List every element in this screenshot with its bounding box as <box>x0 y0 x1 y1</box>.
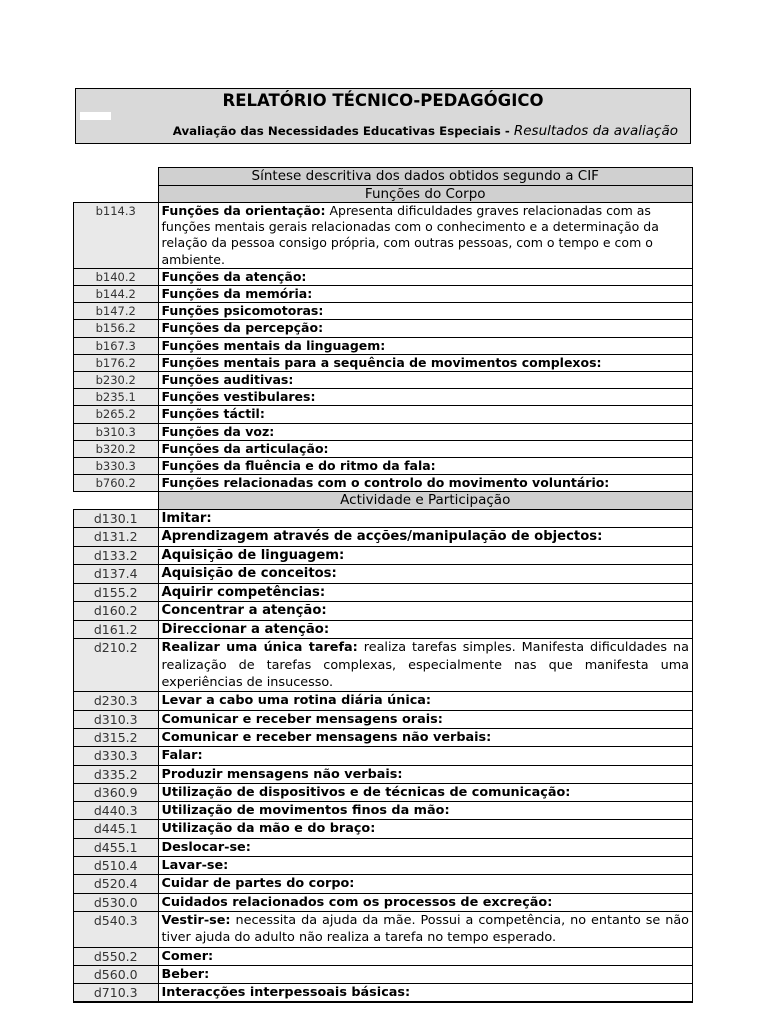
table-row <box>74 475 693 492</box>
table-row <box>74 728 693 746</box>
table-row <box>74 354 693 371</box>
cif-code: d137.4 <box>74 565 159 584</box>
cif-label: Falar: <box>161 748 203 764</box>
cif-description <box>158 602 693 621</box>
table-row <box>74 783 693 801</box>
cif-label: Funções da fluência e do ritmo da fala: <box>161 458 436 474</box>
cif-description <box>158 875 693 893</box>
cif-label: Funções da articulação: <box>161 440 329 456</box>
table-row <box>74 583 693 602</box>
table-row <box>74 765 693 783</box>
cif-description <box>158 458 693 475</box>
cif-label: Funções da percepção: <box>161 320 324 336</box>
cif-label: Aprendizagem através de acções/manipulação de objectos: <box>161 529 603 545</box>
cif-description <box>158 406 693 423</box>
cif-label: Levar a cabo uma rotina diária única: <box>161 693 432 709</box>
table-row <box>74 509 693 528</box>
table-row <box>74 802 693 820</box>
cif-code: d131.2 <box>74 528 159 547</box>
cif-code: d710.3 <box>74 984 159 1003</box>
cif-description <box>158 783 693 801</box>
cif-code: b156.2 <box>74 320 159 337</box>
cif-code: d160.2 <box>74 602 159 621</box>
cif-label: Comunicar e receber mensagens orais: <box>161 711 443 727</box>
cif-code: d360.9 <box>74 783 159 801</box>
table-row <box>74 406 693 423</box>
cif-code: b167.3 <box>74 337 159 354</box>
cif-label: Deslocar-se: <box>161 839 251 855</box>
cif-code: b760.2 <box>74 475 159 492</box>
cif-label: Funções relacionadas com o controlo do movimento voluntário: <box>161 475 610 491</box>
cif-label: Cuidados relacionados com os processos de excreção: <box>161 894 553 910</box>
cif-description <box>158 692 693 710</box>
cif-label: Funções mentais para a sequência de movimentos complexos: <box>161 354 602 370</box>
cif-code: d133.2 <box>74 546 159 565</box>
cif-code: b176.2 <box>74 354 159 371</box>
cif-description <box>158 947 693 965</box>
cif-code: b320.2 <box>74 440 159 457</box>
cif-label: Imitar: <box>161 510 212 526</box>
section-body-functions: Funções do Corpo <box>158 185 693 203</box>
cif-code: d161.2 <box>74 620 159 639</box>
table-row <box>74 710 693 728</box>
table-row <box>74 857 693 875</box>
cif-code: d560.0 <box>74 965 159 983</box>
cif-description <box>158 639 693 692</box>
cif-label: Aquisição de conceitos: <box>161 566 337 582</box>
cif-label: Funções da memória: <box>161 286 313 302</box>
table-row <box>74 911 693 947</box>
table-row <box>74 423 693 440</box>
report-title: RELATÓRIO TÉCNICO-PEDAGÓGICO <box>222 91 544 110</box>
cif-label: Vestir-se: <box>161 912 231 928</box>
table-row <box>74 372 693 389</box>
cif-description <box>158 337 693 354</box>
cif-table <box>73 167 693 1003</box>
cif-code: d540.3 <box>74 911 159 947</box>
table-row <box>74 440 693 457</box>
table-row <box>74 620 693 639</box>
table-row <box>74 337 693 354</box>
cif-code: d530.0 <box>74 893 159 911</box>
cif-description <box>158 440 693 457</box>
table-row <box>74 389 693 406</box>
table-row <box>74 875 693 893</box>
table-row <box>74 947 693 965</box>
table-row <box>74 893 693 911</box>
subtitle-italic: Resultados da avaliação <box>513 123 678 139</box>
cif-description <box>158 583 693 602</box>
table-row <box>74 528 693 547</box>
table-row <box>74 602 693 621</box>
cif-code: b230.2 <box>74 372 159 389</box>
cif-code: b265.2 <box>74 406 159 423</box>
cif-label: Lavar-se: <box>161 858 229 874</box>
header-blank-cell <box>80 112 111 120</box>
cif-label: Funções da voz: <box>161 423 275 439</box>
cif-description <box>158 984 693 1003</box>
table-row <box>74 639 693 692</box>
cif-description <box>158 320 693 337</box>
table-row <box>74 303 693 320</box>
cif-description <box>158 528 693 547</box>
cif-code: d510.4 <box>74 857 159 875</box>
cif-code: b310.3 <box>74 423 159 440</box>
cif-description <box>158 620 693 639</box>
cif-label: Aquirir competências: <box>161 584 326 600</box>
cif-description <box>158 203 693 269</box>
cif-description <box>158 546 693 565</box>
cif-label: Beber: <box>161 966 210 982</box>
cif-description <box>158 911 693 947</box>
cif-code: b140.2 <box>74 268 159 285</box>
table-row <box>74 965 693 983</box>
cif-label: Funções vestibulares: <box>161 389 316 405</box>
cif-code: b330.3 <box>74 458 159 475</box>
cif-description <box>158 565 693 584</box>
cif-description <box>158 389 693 406</box>
report-subtitle <box>173 123 678 139</box>
cif-description <box>158 765 693 783</box>
cif-label: Comer: <box>161 948 214 964</box>
cif-code: d455.1 <box>74 838 159 856</box>
cif-description <box>158 372 693 389</box>
cif-label: Direccionar a atenção: <box>161 621 330 637</box>
cif-description <box>158 857 693 875</box>
cif-code: d330.3 <box>74 747 159 765</box>
cif-label: Produzir mensagens não verbais: <box>161 766 403 782</box>
table-row <box>74 838 693 856</box>
cif-code: b144.2 <box>74 286 159 303</box>
cif-label: Interacções interpessoais básicas: <box>161 985 411 1001</box>
table-row <box>74 820 693 838</box>
cif-label: Utilização da mão e do braço: <box>161 821 376 837</box>
cif-label: Aquisição de linguagem: <box>161 547 345 563</box>
table-row <box>74 546 693 565</box>
cif-code: d445.1 <box>74 820 159 838</box>
cif-note: necessita da ajuda da mãe. Possui a competência, no entanto se não tiver ajuda do adulto não realiza a tarefa no tempo esperado. <box>161 912 689 946</box>
cif-label: Realizar uma única tarefa: <box>161 640 358 656</box>
cif-description <box>158 268 693 285</box>
cif-description <box>158 965 693 983</box>
cif-note: Apresenta dificuldades graves relacionadas com as funções mentais gerais relacionadas com o conhecimento e a determinação da relação da pessoa consigo própria, com outras pessoas, com o tempo e com o ambiente. <box>161 203 659 267</box>
cif-code: b235.1 <box>74 389 159 406</box>
cif-label: Comunicar e receber mensagens não verbais: <box>161 729 492 745</box>
cif-code: d440.3 <box>74 802 159 820</box>
cif-description <box>158 354 693 371</box>
cif-description <box>158 728 693 746</box>
cif-description <box>158 802 693 820</box>
cif-label: Utilização de dispositivos e de técnicas de comunicação: <box>161 784 571 800</box>
table-row <box>74 692 693 710</box>
table-row <box>74 320 693 337</box>
table-title: Síntese descritiva dos dados obtidos segundo a CIF <box>158 168 693 186</box>
section-activity: Actividade e Participação <box>158 492 693 510</box>
cif-code: d520.4 <box>74 875 159 893</box>
table-row <box>74 747 693 765</box>
cif-label: Funções mentais da linguagem: <box>161 337 386 353</box>
cif-description <box>158 286 693 303</box>
cif-code: d550.2 <box>74 947 159 965</box>
cif-code: b114.3 <box>74 203 159 269</box>
cif-code: d210.2 <box>74 639 159 692</box>
cif-label: Cuidar de partes do corpo: <box>161 876 355 892</box>
cif-label: Funções da orientação: <box>161 203 326 218</box>
cif-label: Funções da atenção: <box>161 268 307 284</box>
cif-description <box>158 509 693 528</box>
cif-code: d335.2 <box>74 765 159 783</box>
cif-description <box>158 423 693 440</box>
cif-code: d230.3 <box>74 692 159 710</box>
report-header <box>75 88 691 144</box>
cif-description <box>158 747 693 765</box>
table-row <box>74 565 693 584</box>
cif-note: realiza tarefas simples. Manifesta dificuldades na realização de tarefas complexas, especialmente nas que manifesta uma experiências de insucesso. <box>161 640 689 691</box>
subtitle-bold: Avaliação das Necessidades Educativas Especiais - <box>172 124 514 138</box>
cif-label: Utilização de movimentos finos da mão: <box>161 803 450 819</box>
table-row <box>74 458 693 475</box>
cif-description <box>158 475 693 492</box>
cif-description <box>158 820 693 838</box>
cif-label: Funções psicomotoras: <box>161 303 324 319</box>
cif-label: Funções táctil: <box>161 406 265 422</box>
table-row <box>74 203 693 269</box>
cif-code: d310.3 <box>74 710 159 728</box>
cif-description <box>158 710 693 728</box>
table-row <box>74 286 693 303</box>
cif-code: b147.2 <box>74 303 159 320</box>
cif-label: Concentrar a atenção: <box>161 603 327 619</box>
cif-code: d315.2 <box>74 728 159 746</box>
cif-description <box>158 303 693 320</box>
table-row <box>74 984 693 1003</box>
cif-code: d130.1 <box>74 509 159 528</box>
cif-description <box>158 893 693 911</box>
cif-code: d155.2 <box>74 583 159 602</box>
cif-description <box>158 838 693 856</box>
cif-label: Funções auditivas: <box>161 372 294 388</box>
table-row <box>74 268 693 285</box>
